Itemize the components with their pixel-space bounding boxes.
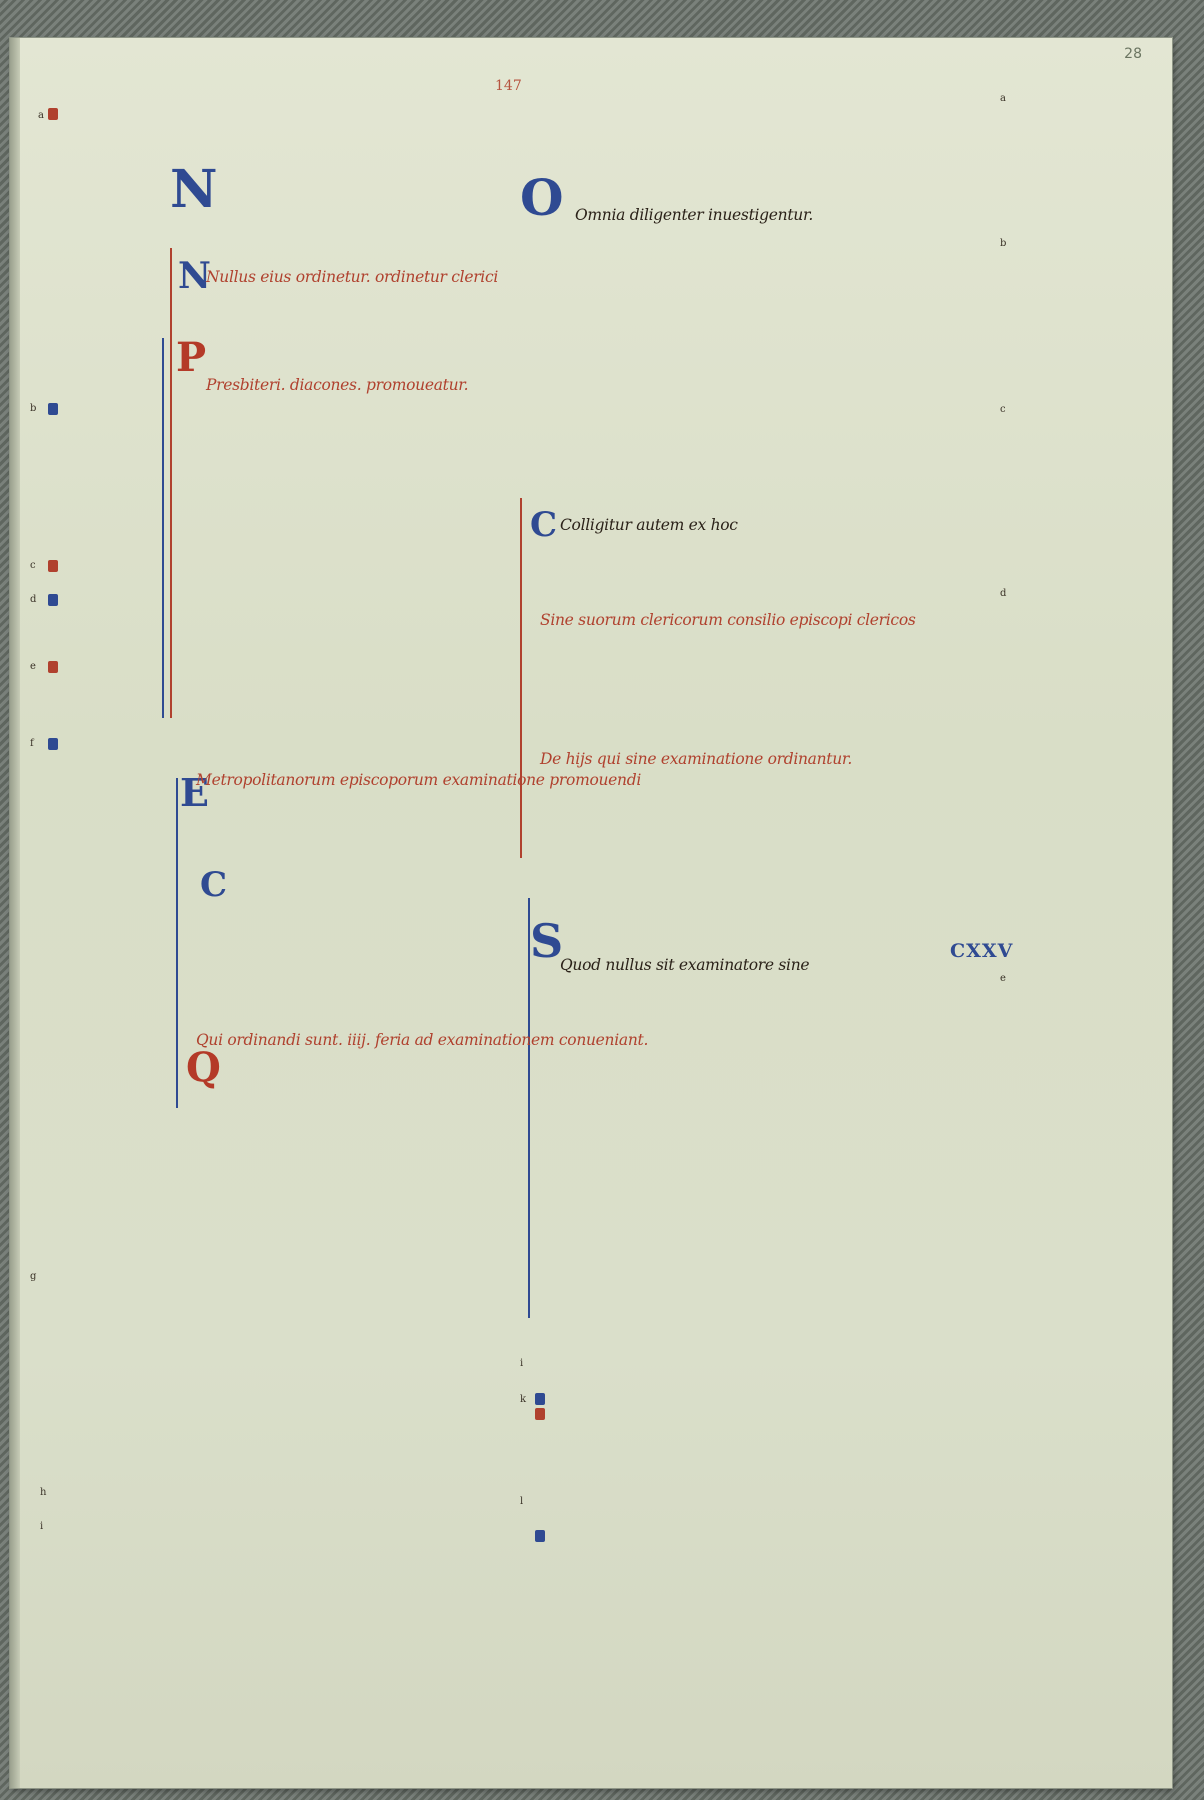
margin-marker-f: f bbox=[30, 738, 34, 749]
right-rubric-2: De hijs qui sine examinatione ordinantur. bbox=[540, 750, 852, 768]
initial-o: O bbox=[520, 168, 564, 227]
pilcrow-mark bbox=[48, 108, 58, 120]
pilcrow-mark bbox=[535, 1530, 545, 1542]
margin-marker-a: a bbox=[38, 110, 44, 121]
initial-p: P bbox=[176, 334, 207, 381]
right-rubric-1: Sine suorum clericorum consilio episcopi clericos bbox=[540, 611, 916, 629]
pilcrow-mark bbox=[535, 1393, 545, 1405]
pilcrow-mark bbox=[48, 594, 58, 606]
bottom-marker-k: k bbox=[520, 1394, 527, 1405]
left-rubric-1: Nullus eius ordinetur. ordinetur clerici bbox=[206, 268, 499, 286]
pilcrow-mark bbox=[48, 738, 58, 750]
pilcrow-mark bbox=[48, 403, 58, 415]
bottom-marker-l: l bbox=[520, 1496, 524, 1507]
right-line-3: Quod nullus sit examinatore sine bbox=[560, 956, 810, 974]
manuscript-page bbox=[10, 38, 1172, 1788]
initial-q: Q bbox=[186, 1044, 221, 1091]
pilcrow-mark bbox=[48, 560, 58, 572]
initial-s: S bbox=[530, 914, 564, 968]
pilcrow-mark bbox=[535, 1408, 545, 1420]
chapter-marker bbox=[950, 940, 1013, 962]
initial-c: C bbox=[200, 865, 228, 905]
right-line-1: Omnia diligenter inuestigentur. bbox=[575, 206, 813, 224]
gutter-shadow bbox=[10, 38, 20, 1788]
margin-marker-c: c bbox=[30, 560, 36, 571]
flourish-left-blue bbox=[162, 338, 170, 718]
margin-marker-i: i bbox=[40, 1521, 44, 1532]
folio-number: 28 bbox=[1124, 46, 1142, 62]
right-marker-d: d bbox=[1000, 588, 1007, 599]
bottom-marker-i: i bbox=[520, 1358, 524, 1369]
top-red-mark: 147 bbox=[495, 78, 522, 94]
right-marker-c: c bbox=[1000, 404, 1006, 415]
margin-marker-h: h bbox=[40, 1487, 47, 1498]
right-marker-e: e bbox=[1000, 973, 1006, 984]
flourish-left-lower bbox=[176, 778, 184, 1108]
initial-n-top: N bbox=[170, 159, 218, 220]
right-marker-a: a bbox=[1000, 93, 1006, 104]
initial-e: E bbox=[180, 770, 209, 815]
pilcrow-mark bbox=[48, 661, 58, 673]
left-rubric-4: Qui ordinandi sunt. iiij. feria ad examinationem conueniant. bbox=[196, 1031, 649, 1049]
flourish-left-red bbox=[170, 248, 178, 718]
margin-marker-g: g bbox=[30, 1271, 37, 1282]
right-line-2: Colligitur autem ex hoc bbox=[560, 516, 738, 534]
margin-marker-e: e bbox=[30, 661, 36, 672]
flourish-right-blue bbox=[528, 898, 536, 1318]
initial-c-right: C bbox=[530, 505, 558, 545]
margin-marker-d: d bbox=[30, 594, 37, 605]
right-marker-b: b bbox=[1000, 238, 1007, 249]
chapter-marker-text: CXXV bbox=[950, 940, 1014, 962]
flourish-right-red bbox=[520, 498, 528, 858]
margin-marker-b: b bbox=[30, 403, 37, 414]
left-rubric-2: Presbiteri. diacones. promoueatur. bbox=[206, 376, 469, 394]
initial-n-second: N bbox=[178, 255, 211, 297]
left-rubric-3: Metropolitanorum episcoporum examinatione promouendi bbox=[196, 771, 642, 789]
